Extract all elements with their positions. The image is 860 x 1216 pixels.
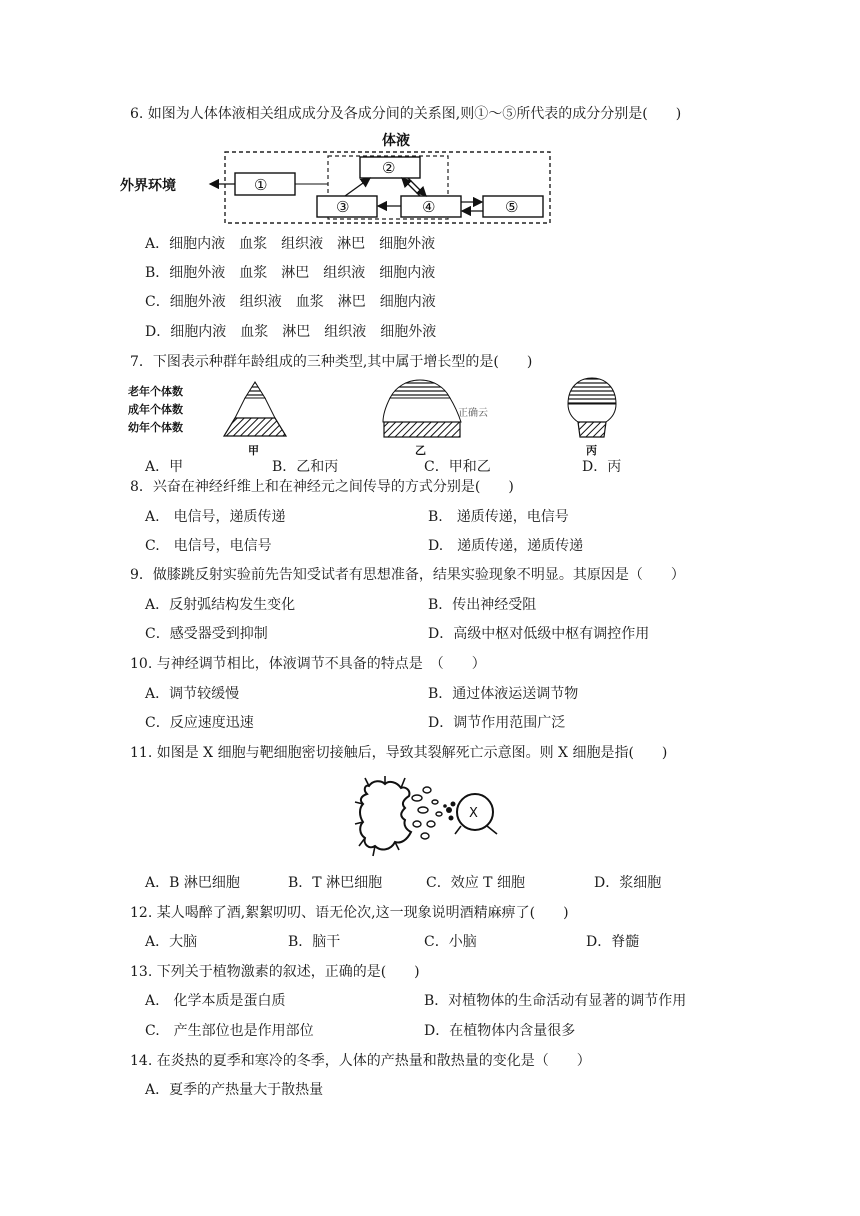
q7-jia-young [224,418,286,436]
q7-legend-adult: 成年个体数 [128,403,183,416]
q6-diagram-title: 体液 [382,133,410,149]
q6-option-c: C．细胞外液 组织液 血浆 淋巴 细胞内液 [145,294,436,310]
q7-jia-adult [235,398,275,418]
q6-label-4: ④ [422,198,436,216]
q11-stem: 11. 如图是 X 细胞与靶细胞密切接触后，导致其裂解死亡示意图。则 X 细胞是指( ) [130,745,668,761]
q11-cell-lysis-figure [355,770,515,862]
q6-body-fluid-diagram [120,128,560,228]
q11-option-d: D．浆细胞 [594,875,662,891]
q13-option-d: D．在植物体内含量很多 [424,1023,576,1039]
q12-option-b: B．脑干 [288,934,341,950]
q8-option-d: D. 递质传递，递质传递 [428,538,584,554]
q6-label-3: ③ [336,198,350,216]
q14-stem: 14. 在炎热的夏季和寒冷的冬季，人体的产热量和散热量的变化是（ ） [130,1053,591,1069]
q11-option-c: C．效应 T 细胞 [426,875,525,891]
q7-bing-old [568,378,616,404]
q7-bing-young [578,422,606,437]
q9-option-d: D．高级中枢对低级中枢有调控作用 [428,626,650,642]
q10-option-b: B．通过体液运送调节物 [428,686,579,702]
q8-stem: 8．兴奋在神经纤维上和在神经元之间传导的方式分别是( ) [130,479,514,495]
q6-option-b: B．细胞外液 血浆 淋巴 组织液 细胞内液 [145,265,436,281]
q6-label-2: ② [382,159,396,177]
q13-stem: 13. 下列关于植物激素的叙述，正确的是( ) [130,964,420,980]
q9-option-c: C．感受器受到抑制 [145,626,268,642]
q9-option-a: A．反射弧结构发生变化 [145,597,296,613]
q12-option-c: C．小脑 [424,934,477,950]
q9-option-b: B．传出神经受阻 [428,597,537,613]
q8-option-b: B. 递质传递，电信号 [428,509,569,525]
q11-x-cell-process [487,826,497,834]
q12-stem: 12. 某人喝醉了酒,絮絮叨叨、语无伦次,这一现象说明酒精麻痹了( ) [130,905,569,921]
q11-x-cell-granules [443,802,455,821]
q7-option-c: C．甲和乙 [424,459,491,475]
q10-option-c: C．反应速度迅速 [145,715,254,731]
q7-yi-adult [383,398,461,422]
q11-target-cell [360,781,411,849]
q7-bing-adult [568,404,616,422]
q7-label-bing: 丙 [586,444,597,457]
q8-option-a: A. 电信号，递质传递 [145,509,286,525]
q8-option-c: C. 电信号，电信号 [145,538,272,554]
q10-option-d: D．调节作用范围广泛 [428,715,566,731]
q10-stem: 10. 与神经调节相比，体液调节不具备的特点是 （ ） [130,656,486,672]
q7-stem: 7．下图表示种群年龄组成的三种类型,其中属于增长型的是( ) [130,354,533,370]
q7-label-yi: 乙 [415,444,426,457]
q6-stem: 6. 如图为人体体液相关组成成分及各成分间的关系图,则①～⑤所代表的成分分别是( ) [130,106,682,122]
q13-option-c: C. 产生部位也是作用部位 [145,1023,314,1039]
q11-option-b: B．T 淋巴细胞 [288,875,383,891]
q6-label-5: ⑤ [505,198,519,216]
q7-option-b: B．乙和丙 [272,459,339,475]
q6-option-d: D．细胞内液 血浆 淋巴 组织液 细胞外液 [145,324,437,340]
q6-label-1: ① [254,176,268,194]
q9-stem: 9．做膝跳反射实验前先告知受试者有思想准备，结果实验现象不明显。其原因是（ ） [130,567,685,583]
q7-yi-old [390,380,450,398]
q11-x-cell-process [455,826,461,834]
q6-outside-label: 外界环境 [120,178,176,194]
q12-option-a: A．大脑 [145,934,198,950]
q7-age-pyramid-figure [128,378,648,458]
q13-option-a: A. 化学本质是蛋白质 [145,993,286,1009]
q10-option-a: A．调节较缓慢 [145,686,240,702]
q13-option-b: B．对植物体的生命活动有显著的调节作用 [424,993,687,1009]
q12-option-d: D．脊髓 [586,934,640,950]
q7-watermark: 正确云 [458,408,488,419]
q11-debris [412,787,442,839]
q11-x-cell-label: X [469,806,478,821]
q7-legend-old: 老年个体数 [128,385,183,398]
q7-legend-young: 幼年个体数 [128,421,183,434]
q7-option-a: A．甲 [145,459,184,475]
q11-option-a: A．B 淋巴细胞 [145,875,240,891]
q6-option-a: A．细胞内液 血浆 组织液 淋巴 细胞外液 [145,236,436,252]
q7-jia-old [245,382,265,398]
q6-arrow-3-to-2 [345,178,370,196]
q7-label-jia: 甲 [248,444,259,457]
q7-option-d: D．丙 [582,459,622,475]
q7-yi-young [384,422,460,437]
q14-option-a: A．夏季的产热量大于散热量 [145,1082,324,1098]
